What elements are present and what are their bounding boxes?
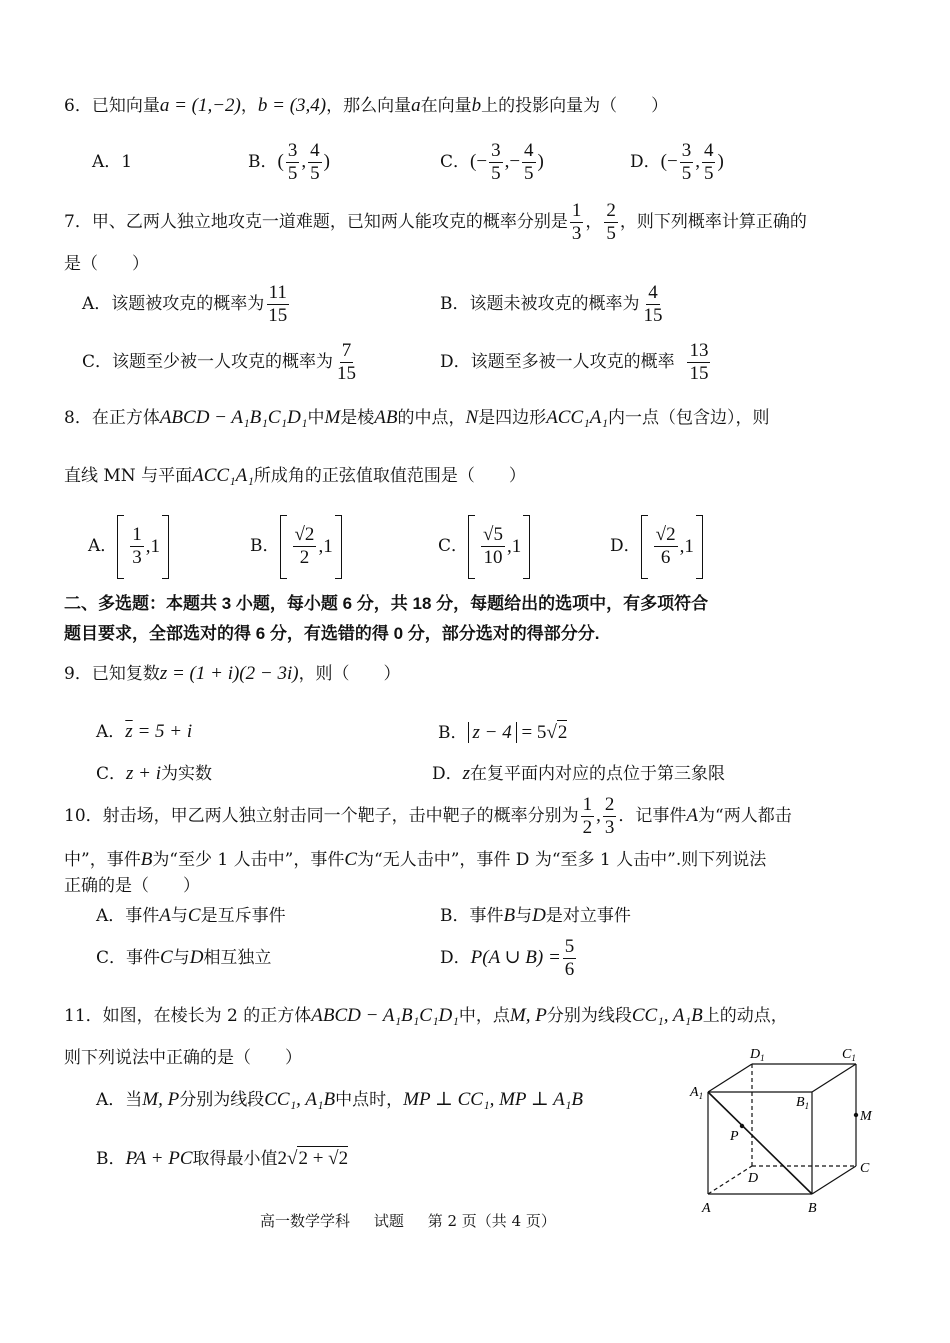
q9-opt-d-z: z (462, 763, 471, 784)
q6-opt-d-close: ) (717, 151, 724, 172)
q9-opt-b-eq: = 5 (516, 722, 547, 743)
q11-opt-a-pre: A．当 (96, 1090, 143, 1110)
q6-stem-text: 6．已知向量 (64, 96, 160, 116)
q9-stem (64, 662, 401, 686)
q8-t1: 中 (307, 408, 325, 428)
q9-opt-b-sqrt: √2 (546, 722, 568, 743)
q7-p1 (570, 200, 584, 245)
q9-opt-b-abs: z − 4 (468, 722, 517, 743)
page-footer (260, 1210, 556, 1231)
q11-t2: 分别为线段 (546, 1006, 632, 1026)
edge-b1-c1 (812, 1064, 856, 1092)
q6-opt-c-comma: ,− (504, 151, 521, 172)
edge-a-d (708, 1166, 752, 1194)
q7-opt-a-d: 15 (268, 305, 288, 326)
q11-t3: 上的动点， (702, 1006, 788, 1026)
q8-opt-c-rbracket (523, 515, 530, 579)
q7-option-a (82, 282, 291, 327)
q8-stem-line2 (64, 464, 526, 488)
q8-opt-a-label: A． (88, 536, 118, 556)
q6-opt-b-close: ) (323, 151, 330, 172)
q8-plane: ACC₁A₁ (192, 465, 254, 486)
q6-opt-c-open: (− (470, 151, 488, 172)
q8-opt-b-interval (280, 515, 342, 579)
q6-option-a (92, 150, 132, 174)
q10-line2-b: 为“至少 1 人击中”，事件 (152, 850, 345, 870)
q8-opt-b-d: 2 (299, 547, 310, 568)
q10-opt-d-n: 5 (564, 936, 575, 957)
q7-opt-b-frac (642, 282, 665, 327)
q11-opt-b-eq: PA + PC (125, 1148, 193, 1169)
q10-stem-line2 (64, 848, 766, 872)
q10-opt-b-e1: B (503, 905, 516, 926)
q10-line2-a: 中”，事件 (64, 850, 141, 870)
section2-heading-line2: 题目要求，全部选对的得 6 分，有选错的得 0 分，部分选对的得部分分. (64, 624, 600, 643)
q6-option-d (630, 140, 724, 185)
q6-vector-a: a = (1,−2) (159, 95, 241, 116)
q6-opt-d-frac2 (702, 140, 716, 185)
label-c: C (860, 1161, 870, 1176)
q7-opt-c-text: C．该题至少被一人攻克的概率为 (82, 352, 334, 372)
label-a: A (702, 1201, 711, 1216)
q8-opt-a-rbracket (162, 515, 169, 579)
q8-opt-a-n: 1 (132, 524, 142, 545)
q8-opt-a-frac (130, 524, 144, 569)
q6-option-b (248, 140, 330, 185)
q6-stem-text-2: ，那么向量 (326, 96, 412, 116)
q8-opt-c-upper: ,1 (506, 535, 522, 557)
footer-kind: 试题 (373, 1212, 404, 1230)
label-c1: $C_1$ (842, 1047, 856, 1063)
q10-opt-c-post: 相互独立 (203, 948, 272, 968)
q10-option-a (96, 904, 286, 928)
q10-event-a: A (686, 805, 698, 826)
q6-opt-d-label: D． (630, 152, 661, 172)
q9-opt-a-zbar: $\overline{z}$ (125, 721, 133, 742)
q10-event-b: B (140, 849, 153, 870)
q10-line2-c: 为“无人击中”，事件 D 为“至多 1 人击中”.则下列说法 (357, 850, 767, 870)
q8-opt-b-frac (293, 524, 317, 569)
q10-p2 (603, 794, 617, 839)
q7-stem-text-2: ，则下列概率计算正确的 (619, 212, 807, 232)
q10-comma: , (596, 805, 601, 826)
q6-option-c (440, 140, 544, 185)
q11-option-a (96, 1088, 583, 1112)
q8-cube: ABCD − A₁B₁C₁D₁ (159, 407, 308, 428)
q10-opt-a-e1: A (159, 905, 171, 926)
q11-opt-a-segments: CC₁, A₁B (264, 1089, 336, 1110)
q10-opt-d-eq: P(A ∪ B) = (470, 947, 561, 968)
q8-opt-b-label: B． (250, 536, 280, 556)
q8-point-n: N (465, 407, 479, 428)
q9-stem-text-2: ，则（ ） (298, 664, 401, 684)
q6-opt-d-d2: 5 (703, 163, 714, 184)
q8-opt-b-lbracket (280, 515, 287, 579)
q9-stem-text: 9．已知复数 (64, 664, 160, 684)
q10-stem-text: 10．射击场，甲乙两人独立射击同一个靶子，击中靶子的概率分别为 (64, 806, 579, 826)
q6-opt-d-n1: 3 (681, 140, 692, 161)
q9-option-d (432, 762, 725, 786)
q6-opt-b-d1: 5 (287, 163, 298, 184)
q7-sep: ， (585, 212, 603, 232)
q8-opt-a-lbracket (117, 515, 124, 579)
q10-option-b (440, 904, 631, 928)
label-d: D (748, 1171, 759, 1186)
q11-t1: 中，点 (458, 1006, 510, 1026)
q11-opt-a-mid: 分别为线段 (179, 1090, 265, 1110)
q6-opt-d-comma: , (695, 151, 700, 172)
q11-opt-b-value: 2√2 + √2 (277, 1148, 349, 1169)
section2-heading-line1: 二、多选题：本题共 3 小题，每小题 6 分，共 18 分，每题给出的选项中，有多项符合 (64, 594, 709, 613)
q11-segments: CC₁, A₁B (631, 1005, 703, 1026)
q8-opt-c-n: √5 (483, 524, 503, 545)
q11-stem-line2: 则下列说法中正确的是（ ） (64, 1048, 302, 1068)
q10-opt-a-mid: 与 (170, 906, 188, 926)
q8-opt-c-interval (468, 515, 530, 579)
q10-opt-a-e2: C (187, 905, 201, 926)
q8-opt-b-upper: ,1 (318, 535, 333, 557)
q6-opt-d-n2: 4 (703, 140, 714, 161)
q6-opt-b-frac1 (286, 140, 300, 185)
q6-opt-c-n1: 3 (491, 140, 501, 161)
label-p: P (730, 1129, 739, 1144)
q7-option-c (82, 340, 360, 385)
q6-vec-b-symbol: b (471, 95, 482, 116)
q11-opt-b-coef: 2 (277, 1148, 288, 1169)
q8-stem-text-2: 直线 MN 与平面 (64, 466, 193, 486)
q9-opt-b-label: B． (438, 723, 468, 743)
q8-stem-text-3: 所成角的正弦值取值范围是（ ） (253, 466, 526, 486)
q7-opt-b-d: 15 (643, 305, 663, 326)
q11-stem (64, 1004, 788, 1028)
point-m-dot (854, 1113, 858, 1117)
q7-opt-a-n: 11 (268, 282, 287, 303)
q6-opt-b-n1: 3 (287, 140, 298, 161)
q8-opt-d-upper: ,1 (679, 535, 694, 557)
q8-opt-b-rbracket (335, 515, 342, 579)
q6-stem-mid: 在向量 (420, 96, 472, 116)
q6-opt-b-frac2 (308, 140, 322, 185)
q8-opt-c-frac (481, 524, 505, 569)
q8-option-b (250, 514, 342, 579)
q6-opt-b-n2: 4 (310, 140, 320, 161)
point-p-dot (740, 1124, 744, 1128)
q6-stem-text-3: 上的投影向量为（ ） (481, 96, 669, 116)
q10-option-c (96, 946, 271, 970)
q6-opt-c-frac1 (489, 140, 503, 185)
q6-opt-c-d2: 5 (524, 163, 534, 184)
q8-opt-c-lbracket (468, 515, 475, 579)
q9-option-c (96, 762, 212, 786)
q7-opt-d-frac (687, 340, 710, 385)
q10-stem (64, 794, 792, 839)
q8-opt-a-upper: ,1 (145, 535, 161, 557)
q11-opt-b-mid: 取得最小值 (192, 1149, 278, 1169)
q6-opt-c-n2: 4 (524, 140, 534, 161)
q7-stem-text-3: 是（ ） (64, 254, 149, 274)
q6-opt-d-open: (− (660, 151, 678, 172)
label-b1: $B_1$ (796, 1095, 810, 1111)
edge-a1-d1 (708, 1064, 752, 1092)
q8-opt-d-label: D． (610, 536, 641, 556)
q9-opt-a-eq: = 5 + i (132, 721, 193, 742)
q6-opt-c-frac2 (522, 140, 536, 185)
q7-stem-text: 7．甲、乙两人独立地攻克一道难题，已知两人能攻克的概率分别是 (64, 212, 568, 232)
q6-vec-a-symbol: a (411, 95, 421, 116)
q11-points: M, P (509, 1005, 547, 1026)
q10-opt-b-mid: 与 (515, 906, 533, 926)
q7-p1-d: 3 (571, 223, 582, 244)
q6-opt-a-text: A．1 (92, 152, 133, 172)
q8-t3: 的中点， (397, 408, 466, 428)
label-d1: $D_1$ (750, 1047, 765, 1063)
q8-opt-d-rbracket (696, 515, 703, 579)
q7-opt-c-n: 7 (341, 340, 352, 361)
q7-stem (64, 200, 807, 245)
q10-opt-a-post: 是互斥事件 (200, 906, 286, 926)
q6-opt-c-label: C． (440, 152, 471, 172)
q7-opt-b-n: 4 (648, 282, 658, 303)
q8-edge-ab: AB (374, 407, 398, 428)
q7-p2-n: 2 (606, 200, 616, 221)
q9-equation: z = (1 + i)(2 − 3i) (159, 663, 299, 684)
q10-stem-text-2: ．记事件 (618, 806, 687, 826)
q8-option-a (88, 514, 169, 579)
q7-opt-d-d: 15 (689, 363, 709, 384)
q8-stem (64, 406, 769, 430)
q7-opt-c-d: 15 (337, 363, 357, 384)
q10-opt-d-label: D． (440, 948, 471, 968)
footer-subject: 高一数学学科 (260, 1212, 351, 1230)
q6-opt-c-d1: 5 (491, 163, 501, 184)
q10-p1 (581, 794, 595, 839)
label-a1: $A_1$ (690, 1085, 704, 1101)
q10-opt-b-e2: D (532, 905, 546, 926)
q11-stem-text: 11．如图，在棱长为 2 的正方体 (64, 1006, 312, 1026)
q7-option-d (440, 340, 712, 385)
q10-event-c: C (344, 849, 358, 870)
q10-option-d (440, 936, 578, 981)
cube-figure (680, 1042, 910, 1217)
q8-opt-a-interval (117, 515, 169, 579)
q9-opt-d-label: D． (432, 764, 463, 784)
q10-p2-d: 3 (604, 817, 615, 838)
q10-opt-d-frac (563, 936, 577, 981)
q6-stem (64, 94, 668, 118)
q7-p2-d: 5 (606, 223, 616, 244)
q10-opt-b-pre: B．事件 (440, 906, 504, 926)
q9-opt-b-radicand: 2 (557, 722, 568, 743)
q9-opt-a-label: A． (96, 722, 126, 742)
q8-opt-d-d: 6 (660, 547, 671, 568)
q7-opt-d-text: D．该题至多被一人攻克的概率 (440, 352, 675, 372)
q7-opt-b-text: B．该题未被攻克的概率为 (440, 294, 640, 314)
q8-option-c (438, 514, 530, 579)
q9-opt-c-label: C． (96, 764, 127, 784)
q9-option-a (96, 720, 192, 744)
q6-sep: ， (240, 96, 258, 116)
q9-option-b (438, 720, 567, 745)
q10-opt-c-e1: C (160, 947, 173, 968)
q6-opt-c-close: ) (537, 151, 544, 172)
q7-opt-a-text: A．该题被攻克的概率为 (82, 294, 265, 314)
q10-stem-line3: 正确的是（ ） (64, 876, 200, 896)
q8-quad: ACC₁A₁ (546, 407, 608, 428)
q6-opt-b-open: ( (277, 151, 284, 172)
q11-option-b (96, 1146, 348, 1171)
q10-opt-a-pre: A．事件 (96, 906, 160, 926)
q8-option-d (610, 514, 703, 579)
q10-opt-c-mid: 与 (172, 948, 190, 968)
q8-t4: 是四边形 (478, 408, 547, 428)
q11-opt-a-eq: MP ⊥ CC₁, MP ⊥ A₁B (403, 1089, 583, 1110)
q6-opt-b-d2: 5 (310, 163, 320, 184)
q10-opt-b-post: 是对立事件 (545, 906, 631, 926)
q10-stem-text-3: 为“两人都击 (698, 806, 792, 826)
label-b: B (808, 1201, 817, 1216)
q7-p2 (604, 200, 618, 245)
q6-opt-b-label: B． (248, 152, 278, 172)
q11-opt-a-points: M, P (142, 1089, 180, 1110)
label-m: M (860, 1109, 872, 1124)
q10-opt-d-d: 6 (564, 959, 575, 980)
q7-opt-c-frac (335, 340, 358, 385)
q10-opt-c-pre: C．事件 (96, 948, 161, 968)
q8-opt-c-label: C． (438, 536, 469, 556)
q7-p1-n: 1 (571, 200, 582, 221)
q11-opt-b-pre: B． (96, 1149, 126, 1169)
q7-stem-line2 (64, 252, 149, 276)
q10-p1-n: 1 (582, 794, 593, 815)
q8-t5: 内一点（包含边），则 (607, 408, 770, 428)
q10-p1-d: 2 (582, 817, 593, 838)
q11-opt-b-radicand: 2 + √2 (298, 1148, 349, 1169)
q6-opt-b-comma: , (301, 151, 307, 172)
q8-opt-b-n: √2 (294, 524, 315, 545)
q7-option-b (440, 282, 667, 327)
q8-opt-d-frac (654, 524, 678, 569)
q8-opt-d-n: √2 (655, 524, 676, 545)
q11-opt-a-mid2: 中点时， (335, 1090, 404, 1110)
q9-opt-c-eq: z + i (126, 763, 162, 784)
q8-opt-d-interval (641, 515, 703, 579)
q6-opt-d-frac1 (680, 140, 694, 185)
q10-p2-n: 2 (604, 794, 615, 815)
q8-t2: 是棱 (340, 408, 375, 428)
footer-page-number: 第 2 页（共 4 页） (427, 1212, 556, 1230)
q11-cube: ABCD − A₁B₁C₁D₁ (311, 1005, 459, 1026)
q10-opt-c-e2: D (189, 947, 204, 968)
q8-opt-c-d: 10 (483, 547, 503, 568)
q8-point-m: M (324, 407, 341, 428)
q9-opt-d-text: 在复平面内对应的点位于第三象限 (470, 764, 726, 784)
q6-vector-b: b = (3,4) (257, 95, 327, 116)
q9-opt-c-text: 为实数 (161, 764, 213, 784)
q8-opt-d-lbracket (641, 515, 648, 579)
q6-opt-d-d1: 5 (681, 163, 692, 184)
q8-stem-text: 8．在正方体 (64, 408, 160, 428)
q7-opt-a-frac (266, 282, 289, 327)
q7-opt-d-n: 13 (689, 340, 709, 361)
edge-b-c (812, 1166, 856, 1194)
q8-opt-a-d: 3 (132, 547, 142, 568)
